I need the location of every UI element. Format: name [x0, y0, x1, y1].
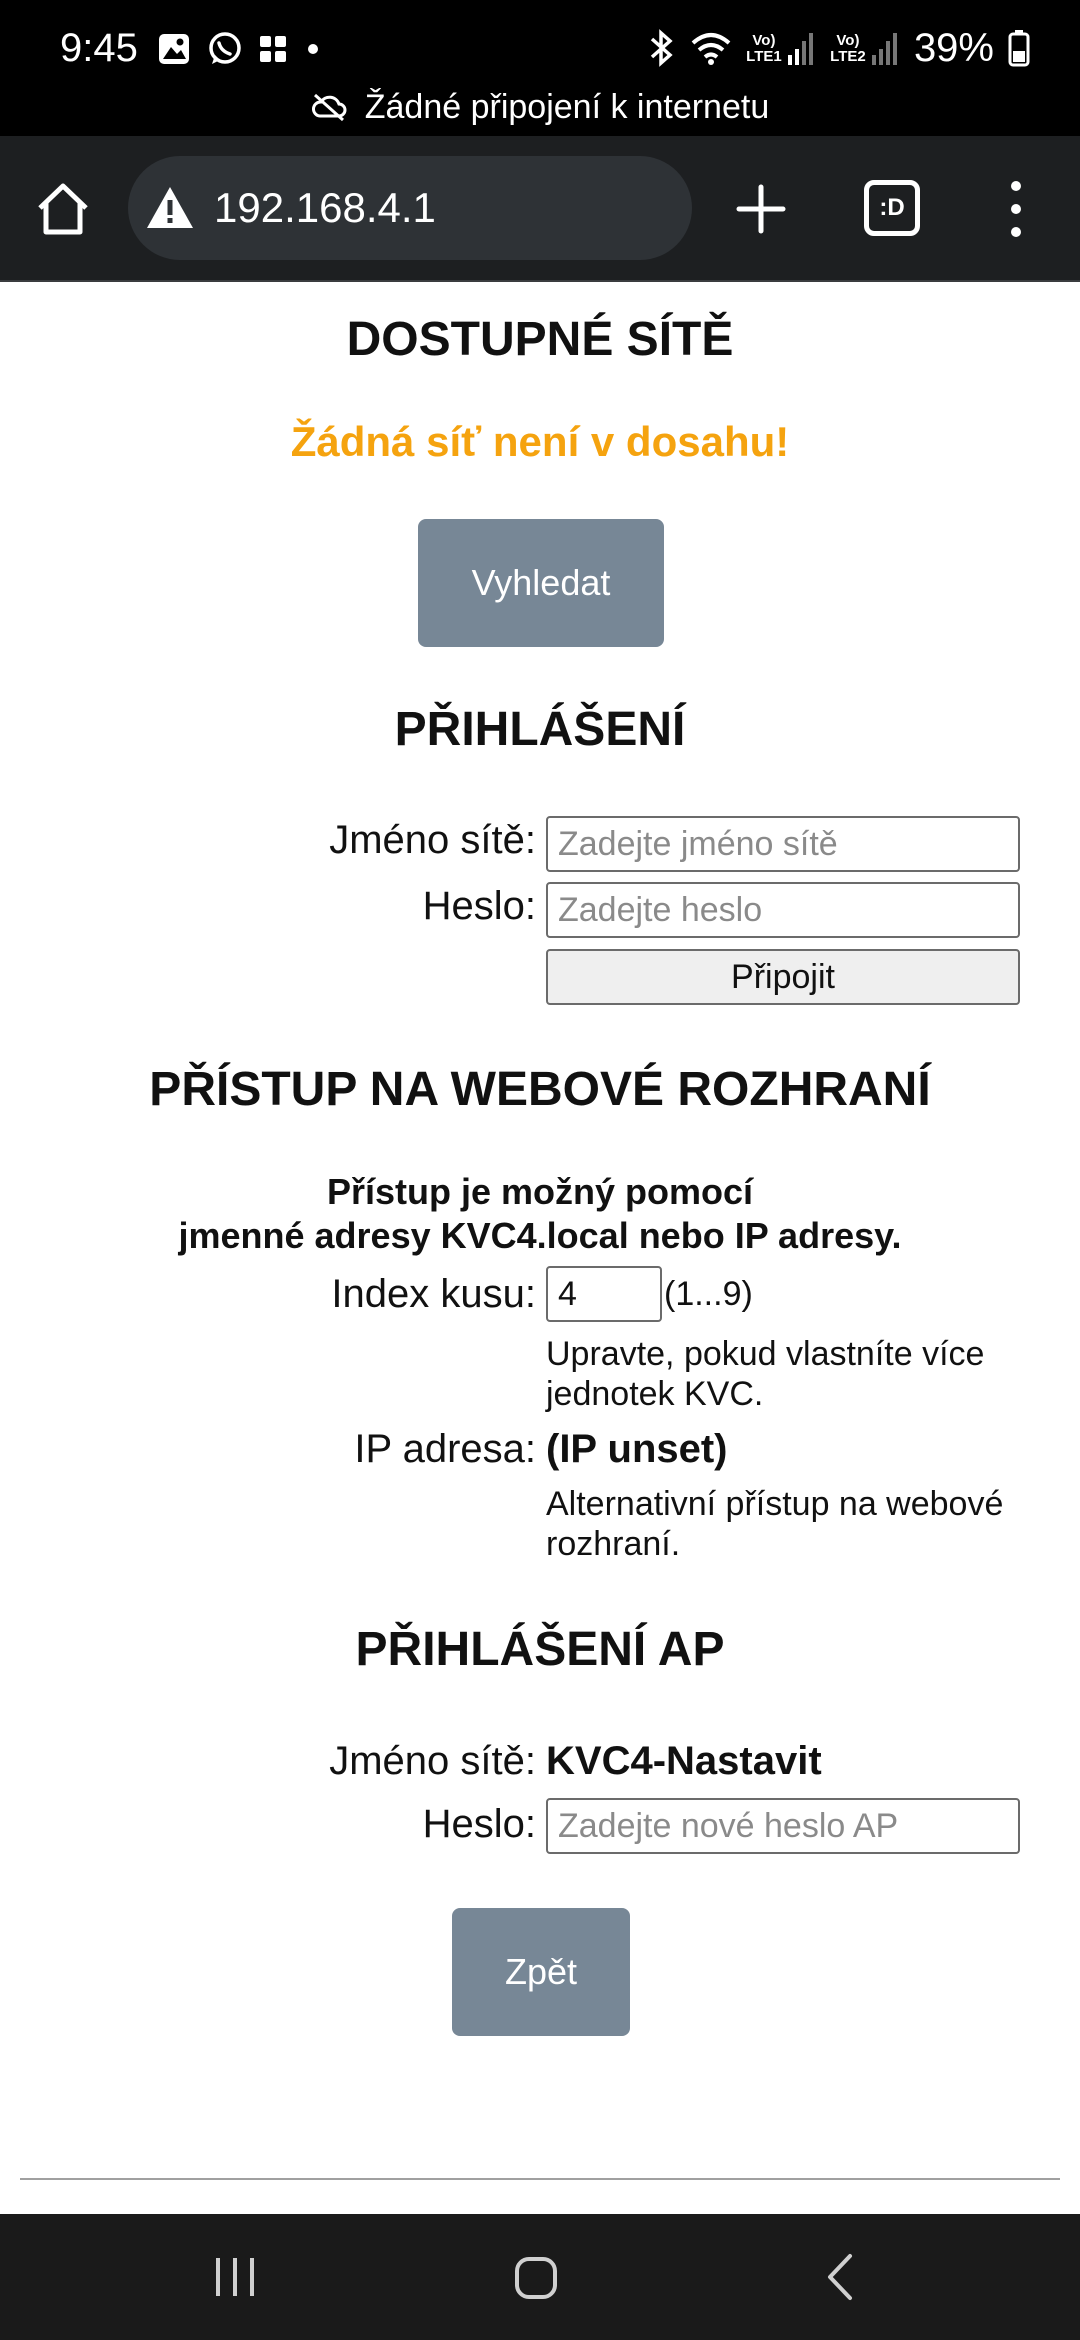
divider — [20, 2178, 1060, 2180]
back-nav-icon[interactable] — [822, 2252, 858, 2302]
web-access-info-line1: Přístup je možný pomocí — [326, 1171, 754, 1212]
ap-password-input[interactable] — [546, 1798, 1020, 1854]
signal-icon — [870, 31, 900, 65]
ap-password-label: Heslo: — [422, 1802, 536, 1846]
networks-title: DOSTUPNÉ SÍTĚ — [346, 313, 734, 366]
back-button[interactable]: Zpět — [452, 1908, 630, 2036]
cloud-off-icon — [311, 92, 347, 122]
tabs-icon[interactable] — [864, 180, 920, 236]
offline-banner — [0, 84, 1080, 130]
ssid-label: Jméno sítě: — [329, 818, 536, 862]
password-input[interactable] — [546, 882, 1020, 938]
login-title: PŘIHLÁŠENÍ — [394, 703, 686, 756]
system-nav-bar — [0, 2214, 1080, 2340]
menu-icon[interactable] — [996, 174, 1036, 244]
ssid-input[interactable] — [546, 816, 1020, 872]
recent-apps-icon[interactable] — [210, 2254, 260, 2300]
ip-label: IP adresa: — [354, 1427, 536, 1471]
browser-toolbar — [0, 136, 1080, 282]
ap-login-title: PŘIHLÁŠENÍ AP — [355, 1623, 725, 1676]
web-access-info-line2: jmenné adresy KVC4.local nebo IP adresy. — [178, 1215, 902, 1256]
notification-icons — [156, 30, 324, 68]
home-icon[interactable] — [32, 178, 94, 240]
signal-icon — [786, 31, 816, 65]
battery-percent: 39% — [913, 26, 994, 70]
index-range: (1...9) — [664, 1275, 753, 1313]
web-access-title: PŘÍSTUP NA WEBOVÉ ROZHRANÍ — [149, 1063, 931, 1116]
apps-icon — [258, 34, 288, 64]
battery-icon — [1008, 29, 1030, 67]
status-bar — [0, 0, 1080, 136]
wifi-icon — [690, 29, 732, 67]
password-label: Heslo: — [422, 884, 536, 928]
index-input[interactable] — [546, 1266, 662, 1322]
tabs-label: :D — [879, 194, 905, 221]
index-label: Index kusu: — [331, 1272, 536, 1316]
sim1-indicator: Vo) LTE1 — [746, 31, 816, 65]
no-network-message: Žádná síť není v dosahu! — [290, 418, 790, 465]
sim2-indicator: Vo) LTE2 — [830, 31, 900, 65]
address-bar[interactable] — [128, 156, 692, 260]
whatsapp-icon — [206, 30, 244, 68]
search-button[interactable]: Vyhledat — [418, 519, 664, 647]
gallery-icon — [156, 31, 192, 67]
url-text[interactable]: 192.168.4.1 — [214, 184, 436, 231]
plus-icon[interactable] — [730, 178, 792, 240]
home-nav-icon[interactable] — [512, 2254, 560, 2302]
index-note: Upravte, pokud vlastníte více jednotek KVC. — [546, 1335, 985, 1413]
ip-note: Alternativní přístup na webové rozhraní. — [546, 1485, 1004, 1563]
ap-ssid-value: KVC4-Nastavit — [546, 1739, 822, 1783]
system-icons — [648, 22, 1030, 74]
connect-button[interactable]: Připojit — [546, 949, 1020, 1005]
ap-ssid-label: Jméno sítě: — [329, 1739, 536, 1783]
clock: 9:45 — [60, 26, 138, 70]
dot-icon — [302, 38, 324, 60]
bluetooth-icon — [648, 28, 676, 68]
offline-text: Žádné připojení k internetu — [364, 88, 770, 126]
warning-icon[interactable] — [144, 182, 196, 234]
ip-value: (IP unset) — [546, 1427, 728, 1471]
